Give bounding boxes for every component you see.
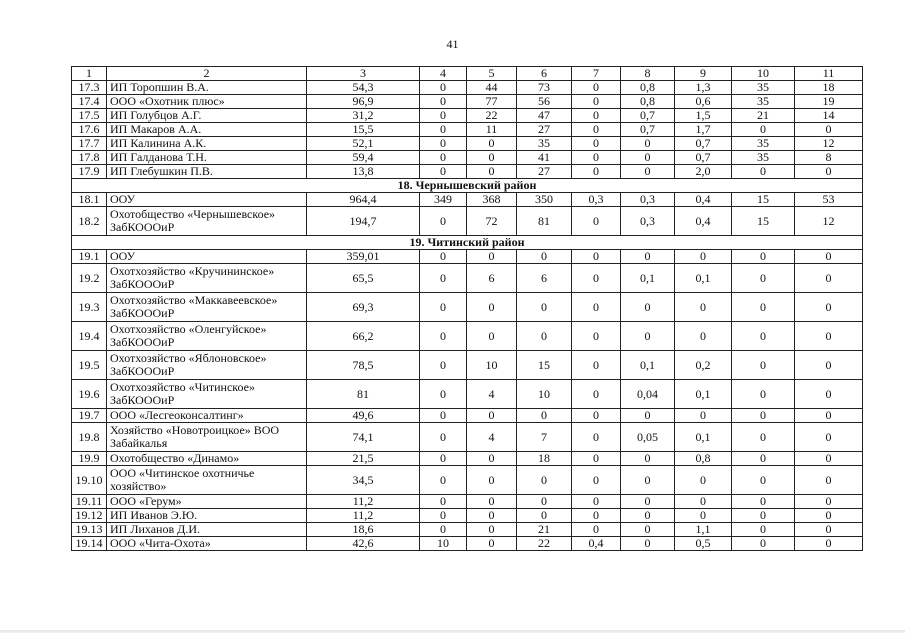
table-row bbox=[72, 523, 863, 537]
value-cell: 81 bbox=[307, 380, 420, 409]
value-cell: 0 bbox=[621, 151, 675, 165]
organization-name-cell: ИП Торопшин В.А. bbox=[107, 81, 307, 95]
value-cell: 0 bbox=[795, 123, 863, 137]
value-cell: 44 bbox=[467, 81, 517, 95]
value-cell: 0 bbox=[675, 409, 732, 423]
value-cell: 54,3 bbox=[307, 81, 420, 95]
value-cell: 0 bbox=[795, 509, 863, 523]
value-cell: 0 bbox=[420, 264, 467, 293]
value-cell: 47 bbox=[517, 109, 572, 123]
value-cell: 0 bbox=[795, 452, 863, 466]
value-cell: 0 bbox=[517, 250, 572, 264]
value-cell: 0 bbox=[572, 250, 621, 264]
value-cell: 59,4 bbox=[307, 151, 420, 165]
value-cell: 0 bbox=[675, 466, 732, 495]
value-cell: 0 bbox=[795, 380, 863, 409]
value-cell: 0,1 bbox=[621, 351, 675, 380]
value-cell: 0,8 bbox=[621, 95, 675, 109]
value-cell: 0 bbox=[572, 151, 621, 165]
organization-name-cell: Охотхозяйство «Читинское» ЗабКОООиР bbox=[107, 380, 307, 409]
value-cell: 0 bbox=[732, 452, 795, 466]
value-cell: 0 bbox=[467, 151, 517, 165]
organization-name-cell: Охотхозяйство «Яблоновское» ЗабКОООиР bbox=[107, 351, 307, 380]
value-cell: 0 bbox=[420, 109, 467, 123]
section-title: 18. Чернышевский район bbox=[72, 179, 863, 193]
table-row bbox=[72, 137, 863, 151]
value-cell: 4 bbox=[467, 380, 517, 409]
value-cell: 0 bbox=[795, 537, 863, 551]
value-cell: 0 bbox=[572, 322, 621, 351]
value-cell: 0 bbox=[517, 322, 572, 351]
value-cell: 35 bbox=[732, 151, 795, 165]
value-cell: 22 bbox=[517, 537, 572, 551]
value-cell: 0 bbox=[795, 322, 863, 351]
value-cell: 1,1 bbox=[675, 523, 732, 537]
table-row bbox=[72, 409, 863, 423]
value-cell: 15 bbox=[732, 207, 795, 236]
value-cell: 0 bbox=[621, 293, 675, 322]
value-cell: 10 bbox=[517, 380, 572, 409]
value-cell: 0 bbox=[621, 452, 675, 466]
value-cell: 0 bbox=[467, 137, 517, 151]
organization-name-cell: ИП Лиханов Д.И. bbox=[107, 523, 307, 537]
value-cell: 66,2 bbox=[307, 322, 420, 351]
value-cell: 0 bbox=[572, 380, 621, 409]
value-cell: 194,7 bbox=[307, 207, 420, 236]
value-cell: 35 bbox=[732, 81, 795, 95]
value-cell: 0 bbox=[467, 322, 517, 351]
value-cell: 81 bbox=[517, 207, 572, 236]
table-row bbox=[72, 351, 863, 380]
value-cell: 0 bbox=[467, 409, 517, 423]
row-number-cell: 19.2 bbox=[72, 264, 107, 293]
value-cell: 0 bbox=[572, 452, 621, 466]
value-cell: 11 bbox=[467, 123, 517, 137]
page-bottom-edge bbox=[0, 630, 905, 633]
value-cell: 0 bbox=[732, 423, 795, 452]
organization-name-cell: Охотхозяйство «Кручининское» ЗабКОООиР bbox=[107, 264, 307, 293]
table-body bbox=[72, 67, 863, 551]
value-cell: 0 bbox=[572, 264, 621, 293]
value-cell: 10 bbox=[420, 537, 467, 551]
organization-name-cell: Охотобщество «Динамо» bbox=[107, 452, 307, 466]
value-cell: 0 bbox=[420, 409, 467, 423]
value-cell: 0 bbox=[732, 123, 795, 137]
value-cell: 0 bbox=[467, 466, 517, 495]
organization-name-cell: ООО «Читинское охотничье хозяйство» bbox=[107, 466, 307, 495]
value-cell: 0 bbox=[621, 409, 675, 423]
value-cell: 0,4 bbox=[572, 537, 621, 551]
value-cell: 0,05 bbox=[621, 423, 675, 452]
row-number-cell: 19.6 bbox=[72, 380, 107, 409]
value-cell: 0 bbox=[572, 495, 621, 509]
value-cell: 0 bbox=[621, 523, 675, 537]
value-cell: 0 bbox=[517, 409, 572, 423]
value-cell: 0 bbox=[732, 495, 795, 509]
value-cell: 0 bbox=[420, 466, 467, 495]
row-number-cell: 17.5 bbox=[72, 109, 107, 123]
value-cell: 73 bbox=[517, 81, 572, 95]
value-cell: 0,3 bbox=[621, 207, 675, 236]
page-number: 41 bbox=[446, 37, 459, 51]
row-number-cell: 17.4 bbox=[72, 95, 107, 109]
value-cell: 0 bbox=[675, 495, 732, 509]
value-cell: 0,4 bbox=[675, 193, 732, 207]
row-number-cell: 19.4 bbox=[72, 322, 107, 351]
value-cell: 0 bbox=[420, 123, 467, 137]
header-cell: 1 bbox=[72, 67, 107, 81]
header-cell: 5 bbox=[467, 67, 517, 81]
table-row bbox=[72, 509, 863, 523]
table-row bbox=[72, 322, 863, 351]
table-row bbox=[72, 293, 863, 322]
value-cell: 96,9 bbox=[307, 95, 420, 109]
value-cell: 0,1 bbox=[621, 264, 675, 293]
section-title: 19. Читинский район bbox=[72, 236, 863, 250]
value-cell: 0 bbox=[732, 537, 795, 551]
value-cell: 0,7 bbox=[621, 123, 675, 137]
header-cell: 2 bbox=[107, 67, 307, 81]
table-row bbox=[72, 123, 863, 137]
value-cell: 27 bbox=[517, 123, 572, 137]
row-number-cell: 19.9 bbox=[72, 452, 107, 466]
value-cell: 53 bbox=[795, 193, 863, 207]
value-cell: 0,1 bbox=[675, 423, 732, 452]
value-cell: 0 bbox=[420, 495, 467, 509]
row-number-cell: 19.10 bbox=[72, 466, 107, 495]
value-cell: 0 bbox=[795, 293, 863, 322]
row-number-cell: 19.8 bbox=[72, 423, 107, 452]
value-cell: 0 bbox=[572, 137, 621, 151]
value-cell: 10 bbox=[467, 351, 517, 380]
value-cell: 0 bbox=[795, 250, 863, 264]
value-cell: 65,5 bbox=[307, 264, 420, 293]
table-row bbox=[72, 537, 863, 551]
organization-name-cell: ООУ bbox=[107, 193, 307, 207]
value-cell: 15 bbox=[732, 193, 795, 207]
value-cell: 0 bbox=[621, 165, 675, 179]
value-cell: 0 bbox=[420, 380, 467, 409]
value-cell: 0 bbox=[732, 380, 795, 409]
value-cell: 0 bbox=[420, 165, 467, 179]
value-cell: 52,1 bbox=[307, 137, 420, 151]
value-cell: 0,7 bbox=[675, 151, 732, 165]
value-cell: 0,8 bbox=[675, 452, 732, 466]
value-cell: 0 bbox=[467, 537, 517, 551]
row-number-cell: 19.1 bbox=[72, 250, 107, 264]
value-cell: 0 bbox=[732, 409, 795, 423]
value-cell: 0 bbox=[517, 293, 572, 322]
value-cell: 15 bbox=[517, 351, 572, 380]
value-cell: 0 bbox=[732, 509, 795, 523]
value-cell: 0,7 bbox=[621, 109, 675, 123]
section-header-row bbox=[72, 179, 863, 193]
value-cell: 42,6 bbox=[307, 537, 420, 551]
value-cell: 0 bbox=[732, 351, 795, 380]
value-cell: 0,7 bbox=[675, 137, 732, 151]
organization-name-cell: Хозяйство «Новотроицкое» ВОО Забайкалья bbox=[107, 423, 307, 452]
table-row bbox=[72, 452, 863, 466]
value-cell: 0 bbox=[420, 523, 467, 537]
value-cell: 18,6 bbox=[307, 523, 420, 537]
value-cell: 0 bbox=[517, 466, 572, 495]
organization-name-cell: ООО «Лесгеоконсалтинг» bbox=[107, 409, 307, 423]
value-cell: 0 bbox=[572, 293, 621, 322]
value-cell: 0 bbox=[467, 509, 517, 523]
value-cell: 2,0 bbox=[675, 165, 732, 179]
row-number-cell: 17.8 bbox=[72, 151, 107, 165]
table-row bbox=[72, 109, 863, 123]
row-number-cell: 19.3 bbox=[72, 293, 107, 322]
value-cell: 22 bbox=[467, 109, 517, 123]
value-cell: 0,1 bbox=[675, 264, 732, 293]
value-cell: 0 bbox=[572, 81, 621, 95]
value-cell: 18 bbox=[517, 452, 572, 466]
value-cell: 12 bbox=[795, 137, 863, 151]
value-cell: 0 bbox=[420, 250, 467, 264]
organization-name-cell: ООО «Охотник плюс» bbox=[107, 95, 307, 109]
value-cell: 0 bbox=[572, 165, 621, 179]
organization-name-cell: ИП Макаров А.А. bbox=[107, 123, 307, 137]
value-cell: 0 bbox=[621, 137, 675, 151]
value-cell: 77 bbox=[467, 95, 517, 109]
value-cell: 0 bbox=[467, 523, 517, 537]
value-cell: 0 bbox=[467, 293, 517, 322]
value-cell: 0 bbox=[572, 207, 621, 236]
value-cell: 0 bbox=[732, 264, 795, 293]
value-cell: 0 bbox=[795, 165, 863, 179]
value-cell: 0 bbox=[467, 165, 517, 179]
organization-name-cell: ИП Голубцов А.Г. bbox=[107, 109, 307, 123]
value-cell: 35 bbox=[732, 137, 795, 151]
header-cell: 11 bbox=[795, 67, 863, 81]
value-cell: 359,01 bbox=[307, 250, 420, 264]
value-cell: 21,5 bbox=[307, 452, 420, 466]
value-cell: 1,3 bbox=[675, 81, 732, 95]
header-cell: 10 bbox=[732, 67, 795, 81]
table-row bbox=[72, 495, 863, 509]
value-cell: 69,3 bbox=[307, 293, 420, 322]
table-row bbox=[72, 380, 863, 409]
value-cell: 0 bbox=[621, 322, 675, 351]
value-cell: 0 bbox=[420, 351, 467, 380]
value-cell: 0 bbox=[795, 409, 863, 423]
row-number-cell: 18.2 bbox=[72, 207, 107, 236]
value-cell: 19 bbox=[795, 95, 863, 109]
value-cell: 0 bbox=[572, 509, 621, 523]
value-cell: 368 bbox=[467, 193, 517, 207]
value-cell: 0 bbox=[420, 207, 467, 236]
table-row bbox=[72, 193, 863, 207]
value-cell: 964,4 bbox=[307, 193, 420, 207]
value-cell: 0 bbox=[572, 423, 621, 452]
table-row bbox=[72, 264, 863, 293]
value-cell: 56 bbox=[517, 95, 572, 109]
value-cell: 0,6 bbox=[675, 95, 732, 109]
value-cell: 0 bbox=[795, 466, 863, 495]
value-cell: 6 bbox=[467, 264, 517, 293]
value-cell: 0 bbox=[675, 322, 732, 351]
value-cell: 4 bbox=[467, 423, 517, 452]
row-number-cell: 19.7 bbox=[72, 409, 107, 423]
header-cell: 8 bbox=[621, 67, 675, 81]
value-cell: 0,1 bbox=[675, 380, 732, 409]
organization-name-cell: ООО «Чита-Охота» bbox=[107, 537, 307, 551]
value-cell: 0 bbox=[621, 466, 675, 495]
section-header-row bbox=[72, 236, 863, 250]
value-cell: 11,2 bbox=[307, 495, 420, 509]
table-row bbox=[72, 423, 863, 452]
header-cell: 3 bbox=[307, 67, 420, 81]
value-cell: 0 bbox=[675, 250, 732, 264]
value-cell: 41 bbox=[517, 151, 572, 165]
organization-name-cell: ИП Галданова Т.Н. bbox=[107, 151, 307, 165]
value-cell: 0,04 bbox=[621, 380, 675, 409]
value-cell: 7 bbox=[517, 423, 572, 452]
value-cell: 0 bbox=[420, 151, 467, 165]
table-row bbox=[72, 81, 863, 95]
header-row bbox=[72, 67, 863, 81]
row-number-cell: 17.7 bbox=[72, 137, 107, 151]
value-cell: 0 bbox=[572, 351, 621, 380]
value-cell: 31,2 bbox=[307, 109, 420, 123]
value-cell: 1,5 bbox=[675, 109, 732, 123]
value-cell: 0 bbox=[795, 351, 863, 380]
value-cell: 0 bbox=[420, 423, 467, 452]
table-row bbox=[72, 95, 863, 109]
value-cell: 0 bbox=[467, 250, 517, 264]
value-cell: 0 bbox=[420, 81, 467, 95]
value-cell: 0 bbox=[732, 165, 795, 179]
value-cell: 0 bbox=[795, 495, 863, 509]
organization-name-cell: Охотхозяйство «Маккавеевское» ЗабКОООиР bbox=[107, 293, 307, 322]
value-cell: 74,1 bbox=[307, 423, 420, 452]
value-cell: 0,3 bbox=[572, 193, 621, 207]
table-row bbox=[72, 165, 863, 179]
value-cell: 21 bbox=[732, 109, 795, 123]
row-number-cell: 17.6 bbox=[72, 123, 107, 137]
value-cell: 14 bbox=[795, 109, 863, 123]
organization-name-cell: ООУ bbox=[107, 250, 307, 264]
value-cell: 12 bbox=[795, 207, 863, 236]
value-cell: 0 bbox=[795, 264, 863, 293]
value-cell: 6 bbox=[517, 264, 572, 293]
value-cell: 0 bbox=[517, 495, 572, 509]
row-number-cell: 19.12 bbox=[72, 509, 107, 523]
organization-name-cell: ИП Глебушкин П.В. bbox=[107, 165, 307, 179]
value-cell: 0 bbox=[621, 250, 675, 264]
value-cell: 0 bbox=[621, 495, 675, 509]
value-cell: 18 bbox=[795, 81, 863, 95]
value-cell: 0,5 bbox=[675, 537, 732, 551]
organization-name-cell: Охотобщество «Чернышевское» ЗабКОООиР bbox=[107, 207, 307, 236]
row-number-cell: 19.11 bbox=[72, 495, 107, 509]
value-cell: 0 bbox=[572, 409, 621, 423]
organization-name-cell: ИП Калинина А.К. bbox=[107, 137, 307, 151]
value-cell: 0,2 bbox=[675, 351, 732, 380]
value-cell: 0 bbox=[572, 123, 621, 137]
value-cell: 0 bbox=[572, 109, 621, 123]
value-cell: 0 bbox=[675, 509, 732, 523]
value-cell: 0 bbox=[732, 293, 795, 322]
value-cell: 0 bbox=[467, 495, 517, 509]
value-cell: 0 bbox=[517, 509, 572, 523]
table-row bbox=[72, 207, 863, 236]
value-cell: 0,4 bbox=[675, 207, 732, 236]
value-cell: 0 bbox=[420, 293, 467, 322]
value-cell: 0 bbox=[621, 509, 675, 523]
value-cell: 0 bbox=[420, 95, 467, 109]
value-cell: 0 bbox=[732, 250, 795, 264]
row-number-cell: 17.9 bbox=[72, 165, 107, 179]
value-cell: 15,5 bbox=[307, 123, 420, 137]
header-cell: 7 bbox=[572, 67, 621, 81]
organization-name-cell: Охотхозяйство «Оленгуйское» ЗабКОООиР bbox=[107, 322, 307, 351]
data-table bbox=[71, 66, 863, 551]
value-cell: 0,3 bbox=[621, 193, 675, 207]
header-cell: 6 bbox=[517, 67, 572, 81]
value-cell: 8 bbox=[795, 151, 863, 165]
value-cell: 0 bbox=[732, 466, 795, 495]
value-cell: 0 bbox=[732, 523, 795, 537]
value-cell: 72 bbox=[467, 207, 517, 236]
value-cell: 349 bbox=[420, 193, 467, 207]
value-cell: 0 bbox=[420, 509, 467, 523]
value-cell: 35 bbox=[732, 95, 795, 109]
organization-name-cell: ООО «Герум» bbox=[107, 495, 307, 509]
value-cell: 78,5 bbox=[307, 351, 420, 380]
value-cell: 49,6 bbox=[307, 409, 420, 423]
value-cell: 34,5 bbox=[307, 466, 420, 495]
table-row bbox=[72, 151, 863, 165]
value-cell: 0 bbox=[420, 137, 467, 151]
value-cell: 35 bbox=[517, 137, 572, 151]
organization-name-cell: ИП Иванов Э.Ю. bbox=[107, 509, 307, 523]
header-cell: 4 bbox=[420, 67, 467, 81]
value-cell: 0 bbox=[621, 537, 675, 551]
value-cell: 21 bbox=[517, 523, 572, 537]
value-cell: 0 bbox=[572, 466, 621, 495]
value-cell: 350 bbox=[517, 193, 572, 207]
value-cell: 0 bbox=[420, 322, 467, 351]
row-number-cell: 19.5 bbox=[72, 351, 107, 380]
table-row bbox=[72, 250, 863, 264]
row-number-cell: 17.3 bbox=[72, 81, 107, 95]
value-cell: 0 bbox=[467, 452, 517, 466]
row-number-cell: 18.1 bbox=[72, 193, 107, 207]
value-cell: 13,8 bbox=[307, 165, 420, 179]
value-cell: 0,8 bbox=[621, 81, 675, 95]
value-cell: 0 bbox=[420, 452, 467, 466]
value-cell: 0 bbox=[795, 523, 863, 537]
value-cell: 0 bbox=[795, 423, 863, 452]
row-number-cell: 19.14 bbox=[72, 537, 107, 551]
value-cell: 11,2 bbox=[307, 509, 420, 523]
value-cell: 0 bbox=[572, 523, 621, 537]
value-cell: 0 bbox=[732, 322, 795, 351]
table-row bbox=[72, 466, 863, 495]
row-number-cell: 19.13 bbox=[72, 523, 107, 537]
value-cell: 1,7 bbox=[675, 123, 732, 137]
value-cell: 0 bbox=[572, 95, 621, 109]
header-cell: 9 bbox=[675, 67, 732, 81]
value-cell: 27 bbox=[517, 165, 572, 179]
value-cell: 0 bbox=[675, 293, 732, 322]
